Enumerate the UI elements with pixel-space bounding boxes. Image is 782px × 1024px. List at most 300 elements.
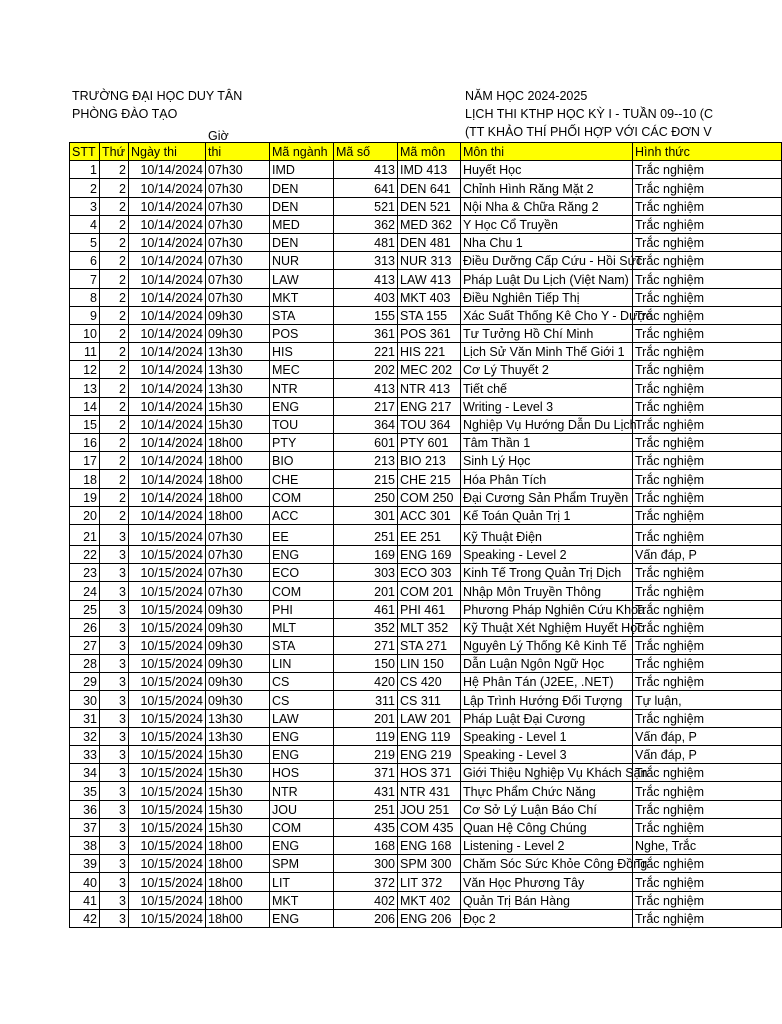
col-exam-time-cell: 09h30 <box>206 636 270 654</box>
col-stt-cell: 15 <box>70 415 100 433</box>
col-exam-time-cell: 09h30 <box>206 618 270 636</box>
col-exam-time-cell: 13h30 <box>206 727 270 745</box>
col-course-code-cell: HIS 221 <box>398 343 461 361</box>
col-stt-cell: 26 <box>70 618 100 636</box>
col-exam-format-cell: Nghe, Trắc <box>633 836 782 854</box>
col-exam-time-cell: 09h30 <box>206 655 270 673</box>
col-subject-cell: Y Học Cổ Truyền <box>461 215 633 233</box>
col-course-code-cell: HOS 371 <box>398 764 461 782</box>
col-stt-cell: 35 <box>70 782 100 800</box>
col-subject-cell: Chăm Sóc Sức Khỏe Công Đồng <box>461 855 633 873</box>
col-exam-format-cell: Trắc nghiệm <box>633 673 782 691</box>
col-course-code-cell: NUR 313 <box>398 252 461 270</box>
col-exam-date-cell: 10/15/2024 <box>129 818 206 836</box>
col-course-code-cell: DEN 641 <box>398 179 461 197</box>
col-day-cell: 3 <box>100 855 129 873</box>
col-exam-date-cell: 10/15/2024 <box>129 800 206 818</box>
col-stt-cell: 9 <box>70 306 100 324</box>
col-course-code-cell: MKT 402 <box>398 891 461 909</box>
col-exam-format-cell: Trắc nghiệm <box>633 655 782 673</box>
col-major-code-cell: POS <box>270 324 334 342</box>
col-exam-date-cell: 10/15/2024 <box>129 909 206 927</box>
col-exam-date-cell: 10/15/2024 <box>129 600 206 618</box>
table-row <box>70 179 782 197</box>
col-subject-cell: Tâm Thần 1 <box>461 434 633 452</box>
col-exam-time-cell: 13h30 <box>206 379 270 397</box>
table-row <box>70 673 782 691</box>
col-exam-time-cell: 18h00 <box>206 488 270 506</box>
col-subject-cell: Kỹ Thuật Xét Nghiệm Huyết Học <box>461 618 633 636</box>
school-year: NĂM HỌC 2024-2025 <box>465 89 588 103</box>
col-day-cell: 3 <box>100 746 129 764</box>
col-major-code-cell: COM <box>270 818 334 836</box>
col-exam-format-cell: Trắc nghiệm <box>633 397 782 415</box>
department-name: PHÒNG ĐÀO TẠO <box>72 107 178 121</box>
col-course-number-cell: 169 <box>334 545 398 563</box>
col-course-number-cell: 251 <box>334 800 398 818</box>
col-course-code-cell: MKT 403 <box>398 288 461 306</box>
col-course-number-cell: 402 <box>334 891 398 909</box>
table-row <box>70 582 782 600</box>
col-course-code-cell: COM 435 <box>398 818 461 836</box>
col-major-code-cell: COM <box>270 582 334 600</box>
table-row <box>70 324 782 342</box>
col-course-code-cell: ENG 168 <box>398 836 461 854</box>
col-course-number-cell: 372 <box>334 873 398 891</box>
col-exam-format-cell: Trắc nghiệm <box>633 343 782 361</box>
col-major-code-cell: NTR <box>270 782 334 800</box>
col-major-code-cell: MKT <box>270 288 334 306</box>
col-day-cell: 2 <box>100 379 129 397</box>
col-stt-cell: 34 <box>70 764 100 782</box>
col-major-code-cell: HIS <box>270 343 334 361</box>
col-exam-date-cell: 10/14/2024 <box>129 415 206 433</box>
col-course-number-cell: 371 <box>334 764 398 782</box>
col-subject-cell: Speaking - Level 1 <box>461 727 633 745</box>
col-subject-cell: Giới Thiệu Nghiệp Vụ Khách Sạn <box>461 764 633 782</box>
col-course-number-cell: 420 <box>334 673 398 691</box>
col-course-number-cell: 431 <box>334 782 398 800</box>
coordination-note: (TT KHẢO THÍ PHỐI HỢP VỚI CÁC ĐƠN V <box>465 125 712 139</box>
col-major-code-cell: DEN <box>270 179 334 197</box>
col-subject-cell: Writing - Level 3 <box>461 397 633 415</box>
col-exam-time-cell: 07h30 <box>206 161 270 179</box>
col-major-code-cell: SPM <box>270 855 334 873</box>
table-row <box>70 873 782 891</box>
col-subject-header: Môn thi <box>461 143 633 161</box>
col-exam-time-cell: 15h30 <box>206 746 270 764</box>
col-exam-time-cell: 09h30 <box>206 324 270 342</box>
col-major-code-cell: CS <box>270 673 334 691</box>
col-subject-cell: Speaking - Level 2 <box>461 545 633 563</box>
col-course-number-cell: 201 <box>334 709 398 727</box>
col-major-code-cell: MEC <box>270 361 334 379</box>
col-exam-format-cell: Trắc nghiệm <box>633 379 782 397</box>
col-major-code-cell: ENG <box>270 836 334 854</box>
col-course-code-cell: NTR 413 <box>398 379 461 397</box>
col-day-cell: 3 <box>100 709 129 727</box>
col-exam-format-cell: Trắc nghiệm <box>633 636 782 654</box>
col-stt-cell: 39 <box>70 855 100 873</box>
col-exam-time-cell: 18h00 <box>206 836 270 854</box>
col-exam-time-cell: 13h30 <box>206 343 270 361</box>
col-course-number-cell: 435 <box>334 818 398 836</box>
col-course-number-cell: 413 <box>334 270 398 288</box>
col-exam-time-cell: 15h30 <box>206 397 270 415</box>
col-exam-time-header: thi <box>206 143 270 161</box>
col-stt-cell: 19 <box>70 488 100 506</box>
col-exam-time-cell: 18h00 <box>206 506 270 524</box>
table-body <box>70 161 782 928</box>
col-course-number-cell: 271 <box>334 636 398 654</box>
col-course-number-cell: 361 <box>334 324 398 342</box>
col-subject-cell: Văn Học Phương Tây <box>461 873 633 891</box>
col-exam-date-cell: 10/15/2024 <box>129 746 206 764</box>
col-exam-date-cell: 10/15/2024 <box>129 836 206 854</box>
col-course-code-cell: JOU 251 <box>398 800 461 818</box>
col-course-number-cell: 217 <box>334 397 398 415</box>
col-exam-time-cell: 15h30 <box>206 782 270 800</box>
col-exam-format-cell: Trắc nghiệm <box>633 873 782 891</box>
col-day-cell: 3 <box>100 764 129 782</box>
col-exam-format-header: Hình thức <box>633 143 782 161</box>
col-day-cell: 3 <box>100 618 129 636</box>
col-stt-cell: 24 <box>70 582 100 600</box>
col-day-cell: 2 <box>100 270 129 288</box>
col-exam-format-cell: Trắc nghiệm <box>633 909 782 927</box>
table-row <box>70 691 782 709</box>
col-major-code-cell: ENG <box>270 727 334 745</box>
col-stt-cell: 41 <box>70 891 100 909</box>
col-course-number-cell: 313 <box>334 252 398 270</box>
col-course-code-cell: ECO 303 <box>398 564 461 582</box>
col-subject-cell: Pháp Luật Đại Cương <box>461 709 633 727</box>
col-exam-date-cell: 10/14/2024 <box>129 343 206 361</box>
col-subject-cell: Quan Hệ Công Chúng <box>461 818 633 836</box>
col-exam-date-header: Ngày thi <box>129 143 206 161</box>
col-exam-time-cell: 18h00 <box>206 452 270 470</box>
col-exam-format-cell: Trắc nghiệm <box>633 215 782 233</box>
col-exam-date-cell: 10/15/2024 <box>129 855 206 873</box>
col-course-code-header: Mã môn <box>398 143 461 161</box>
col-exam-time-cell: 07h30 <box>206 524 270 545</box>
col-major-code-cell: PHI <box>270 600 334 618</box>
col-exam-date-cell: 10/14/2024 <box>129 379 206 397</box>
col-subject-cell: Kinh Tế Trong Quản Trị Dịch <box>461 564 633 582</box>
col-major-code-cell: ENG <box>270 746 334 764</box>
col-exam-date-cell: 10/15/2024 <box>129 709 206 727</box>
col-day-cell: 2 <box>100 197 129 215</box>
col-major-code-cell: ACC <box>270 506 334 524</box>
col-subject-cell: Cơ Lý Thuyết 2 <box>461 361 633 379</box>
col-major-code-cell: CHE <box>270 470 334 488</box>
col-stt-cell: 31 <box>70 709 100 727</box>
col-major-code-cell: BIO <box>270 452 334 470</box>
col-day-cell: 3 <box>100 673 129 691</box>
col-exam-format-cell: Trắc nghiệm <box>633 324 782 342</box>
col-course-number-cell: 150 <box>334 655 398 673</box>
col-subject-cell: Cơ Sở Lý Luận Báo Chí <box>461 800 633 818</box>
col-day-cell: 3 <box>100 782 129 800</box>
col-course-number-cell: 206 <box>334 909 398 927</box>
col-exam-time-cell: 07h30 <box>206 233 270 251</box>
col-course-code-cell: CS 311 <box>398 691 461 709</box>
col-day-cell: 3 <box>100 600 129 618</box>
table-row <box>70 470 782 488</box>
table-row <box>70 488 782 506</box>
col-exam-date-cell: 10/14/2024 <box>129 197 206 215</box>
col-exam-date-cell: 10/14/2024 <box>129 506 206 524</box>
table-row <box>70 306 782 324</box>
col-course-code-cell: LIT 372 <box>398 873 461 891</box>
table-row <box>70 379 782 397</box>
col-day-cell: 3 <box>100 655 129 673</box>
col-stt-cell: 18 <box>70 470 100 488</box>
col-stt-cell: 17 <box>70 452 100 470</box>
col-day-cell: 3 <box>100 636 129 654</box>
col-exam-date-cell: 10/15/2024 <box>129 655 206 673</box>
col-exam-format-cell: Vấn đáp, P <box>633 545 782 563</box>
col-day-cell: 3 <box>100 800 129 818</box>
col-exam-format-cell: Trắc nghiệm <box>633 564 782 582</box>
col-subject-cell: Lập Trình Hướng Đối Tượng <box>461 691 633 709</box>
col-course-number-cell: 221 <box>334 343 398 361</box>
table-row <box>70 764 782 782</box>
col-major-code-cell: CS <box>270 691 334 709</box>
col-subject-cell: Huyết Học <box>461 161 633 179</box>
col-course-code-cell: NTR 431 <box>398 782 461 800</box>
col-subject-cell: Nghiệp Vụ Hướng Dẫn Du Lịch <box>461 415 633 433</box>
col-major-code-cell: DEN <box>270 233 334 251</box>
table-row <box>70 361 782 379</box>
col-exam-date-cell: 10/15/2024 <box>129 691 206 709</box>
col-exam-format-cell: Trắc nghiệm <box>633 506 782 524</box>
col-day-header: Thứ <box>100 143 129 161</box>
col-day-cell: 2 <box>100 233 129 251</box>
col-course-number-cell: 641 <box>334 179 398 197</box>
col-day-cell: 3 <box>100 873 129 891</box>
table-row <box>70 636 782 654</box>
col-stt-cell: 42 <box>70 909 100 927</box>
col-exam-time-cell: 07h30 <box>206 179 270 197</box>
col-exam-time-cell: 13h30 <box>206 709 270 727</box>
col-exam-date-cell: 10/15/2024 <box>129 582 206 600</box>
col-stt-cell: 16 <box>70 434 100 452</box>
col-subject-cell: Hóa Phân Tích <box>461 470 633 488</box>
col-exam-date-cell: 10/14/2024 <box>129 306 206 324</box>
col-subject-cell: Đại Cương Sản Phẩm Truyền <box>461 488 633 506</box>
col-subject-cell: Thực Phẩm Chức Năng <box>461 782 633 800</box>
col-course-code-cell: DEN 481 <box>398 233 461 251</box>
col-course-code-cell: IMD 413 <box>398 161 461 179</box>
col-subject-cell: Pháp Luật Du Lịch (Việt Nam) <box>461 270 633 288</box>
table-row <box>70 727 782 745</box>
col-subject-cell: Dẫn Luận Ngôn Ngữ Học <box>461 655 633 673</box>
col-stt-cell: 29 <box>70 673 100 691</box>
table-row <box>70 270 782 288</box>
table-row <box>70 397 782 415</box>
table-row <box>70 836 782 854</box>
col-exam-format-cell: Trắc nghiệm <box>633 179 782 197</box>
col-course-code-cell: STA 271 <box>398 636 461 654</box>
col-day-cell: 2 <box>100 506 129 524</box>
col-course-code-cell: ENG 206 <box>398 909 461 927</box>
col-exam-date-cell: 10/15/2024 <box>129 545 206 563</box>
table-row <box>70 343 782 361</box>
col-stt-cell: 28 <box>70 655 100 673</box>
col-exam-time-cell: 07h30 <box>206 545 270 563</box>
col-major-code-cell: DEN <box>270 197 334 215</box>
col-major-code-cell: HOS <box>270 764 334 782</box>
col-course-number-cell: 301 <box>334 506 398 524</box>
col-course-code-cell: STA 155 <box>398 306 461 324</box>
col-major-code-cell: NTR <box>270 379 334 397</box>
col-exam-time-cell: 07h30 <box>206 215 270 233</box>
col-stt-cell: 13 <box>70 379 100 397</box>
university-name: TRƯỜNG ĐẠI HỌC DUY TÂN <box>72 89 243 103</box>
col-subject-cell: Nhập Môn Truyền Thông <box>461 582 633 600</box>
col-exam-time-cell: 13h30 <box>206 361 270 379</box>
col-day-cell: 2 <box>100 306 129 324</box>
col-exam-time-cell: 18h00 <box>206 434 270 452</box>
col-exam-date-cell: 10/15/2024 <box>129 727 206 745</box>
col-subject-cell: Speaking - Level 3 <box>461 746 633 764</box>
col-exam-format-cell: Trắc nghiệm <box>633 524 782 545</box>
col-subject-cell: Tiết chế <box>461 379 633 397</box>
col-day-cell: 2 <box>100 252 129 270</box>
col-exam-format-cell: Trắc nghiệm <box>633 764 782 782</box>
col-exam-format-cell: Trắc nghiệm <box>633 452 782 470</box>
table-row <box>70 434 782 452</box>
col-exam-date-cell: 10/14/2024 <box>129 434 206 452</box>
col-course-number-cell: 300 <box>334 855 398 873</box>
col-exam-time-cell: 15h30 <box>206 415 270 433</box>
col-major-code-cell: PTY <box>270 434 334 452</box>
col-subject-cell: Nha Chu 1 <box>461 233 633 251</box>
col-exam-date-cell: 10/14/2024 <box>129 252 206 270</box>
col-day-cell: 3 <box>100 691 129 709</box>
col-stt-cell: 20 <box>70 506 100 524</box>
col-day-cell: 2 <box>100 179 129 197</box>
col-exam-time-cell: 18h00 <box>206 891 270 909</box>
col-stt-cell: 32 <box>70 727 100 745</box>
col-course-code-cell: MED 362 <box>398 215 461 233</box>
col-exam-format-cell: Trắc nghiệm <box>633 600 782 618</box>
col-stt-cell: 38 <box>70 836 100 854</box>
col-exam-format-cell: Trắc nghiệm <box>633 618 782 636</box>
col-exam-format-cell: Trắc nghiệm <box>633 488 782 506</box>
col-day-cell: 3 <box>100 582 129 600</box>
table-header-row <box>70 143 782 161</box>
col-exam-time-cell: 09h30 <box>206 691 270 709</box>
col-exam-time-cell: 07h30 <box>206 582 270 600</box>
col-exam-format-cell: Tự luận, <box>633 691 782 709</box>
col-course-number-cell: 201 <box>334 582 398 600</box>
col-subject-cell: Quản Trị Bán Hàng <box>461 891 633 909</box>
col-day-cell: 2 <box>100 215 129 233</box>
table-row <box>70 415 782 433</box>
col-exam-format-cell: Vấn đáp, P <box>633 727 782 745</box>
col-subject-cell: Điều Nghiên Tiếp Thị <box>461 288 633 306</box>
table-row <box>70 452 782 470</box>
table-row <box>70 288 782 306</box>
col-day-cell: 2 <box>100 343 129 361</box>
col-exam-format-cell: Trắc nghiệm <box>633 306 782 324</box>
col-exam-format-cell: Trắc nghiệm <box>633 161 782 179</box>
col-exam-date-cell: 10/15/2024 <box>129 618 206 636</box>
col-exam-time-cell: 09h30 <box>206 600 270 618</box>
col-course-code-cell: LAW 201 <box>398 709 461 727</box>
col-stt-cell: 33 <box>70 746 100 764</box>
col-course-number-cell: 250 <box>334 488 398 506</box>
col-subject-cell: Điều Dưỡng Cấp Cứu - Hồi Sức <box>461 252 633 270</box>
col-stt-cell: 27 <box>70 636 100 654</box>
col-major-code-cell: NUR <box>270 252 334 270</box>
col-exam-date-cell: 10/15/2024 <box>129 673 206 691</box>
col-subject-cell: Hệ Phân Tán (J2EE, .NET) <box>461 673 633 691</box>
col-stt-cell: 11 <box>70 343 100 361</box>
col-exam-date-cell: 10/15/2024 <box>129 636 206 654</box>
col-exam-time-cell: 18h00 <box>206 470 270 488</box>
table-row <box>70 655 782 673</box>
col-exam-time-cell: 07h30 <box>206 197 270 215</box>
col-course-number-cell: 213 <box>334 452 398 470</box>
col-exam-format-cell: Trắc nghiệm <box>633 800 782 818</box>
col-exam-format-cell: Trắc nghiệm <box>633 891 782 909</box>
col-day-cell: 2 <box>100 488 129 506</box>
col-major-code-cell: MED <box>270 215 334 233</box>
col-course-number-cell: 303 <box>334 564 398 582</box>
col-stt-cell: 10 <box>70 324 100 342</box>
col-course-code-cell: CS 420 <box>398 673 461 691</box>
col-course-code-cell: SPM 300 <box>398 855 461 873</box>
col-major-code-cell: EE <box>270 524 334 545</box>
exam-schedule-table-wrap <box>69 142 768 928</box>
col-major-code-cell: ENG <box>270 545 334 563</box>
col-course-code-cell: COM 250 <box>398 488 461 506</box>
col-day-cell: 3 <box>100 836 129 854</box>
col-exam-date-cell: 10/14/2024 <box>129 215 206 233</box>
col-subject-cell: Lịch Sử Văn Minh Thế Giới 1 <box>461 343 633 361</box>
table-row <box>70 855 782 873</box>
col-exam-date-cell: 10/14/2024 <box>129 179 206 197</box>
col-course-number-cell: 601 <box>334 434 398 452</box>
col-exam-date-cell: 10/14/2024 <box>129 488 206 506</box>
col-course-code-cell: COM 201 <box>398 582 461 600</box>
col-exam-date-cell: 10/14/2024 <box>129 470 206 488</box>
col-course-code-cell: ENG 169 <box>398 545 461 563</box>
col-exam-time-cell: 18h00 <box>206 909 270 927</box>
col-subject-cell: Chỉnh Hình Răng Mặt 2 <box>461 179 633 197</box>
col-stt-cell: 21 <box>70 524 100 545</box>
col-course-number-cell: 521 <box>334 197 398 215</box>
col-exam-time-cell: 09h30 <box>206 673 270 691</box>
table-row <box>70 215 782 233</box>
col-subject-cell: Kỹ Thuật Điện <box>461 524 633 545</box>
col-exam-date-cell: 10/15/2024 <box>129 524 206 545</box>
col-exam-date-cell: 10/15/2024 <box>129 764 206 782</box>
col-subject-cell: Listening - Level 2 <box>461 836 633 854</box>
col-exam-format-cell: Trắc nghiệm <box>633 855 782 873</box>
col-stt-cell: 30 <box>70 691 100 709</box>
col-major-code-cell: LAW <box>270 709 334 727</box>
col-course-number-cell: 461 <box>334 600 398 618</box>
col-day-cell: 3 <box>100 818 129 836</box>
col-exam-time-cell: 07h30 <box>206 270 270 288</box>
table-row <box>70 618 782 636</box>
col-exam-date-cell: 10/14/2024 <box>129 161 206 179</box>
col-exam-time-cell: 18h00 <box>206 855 270 873</box>
